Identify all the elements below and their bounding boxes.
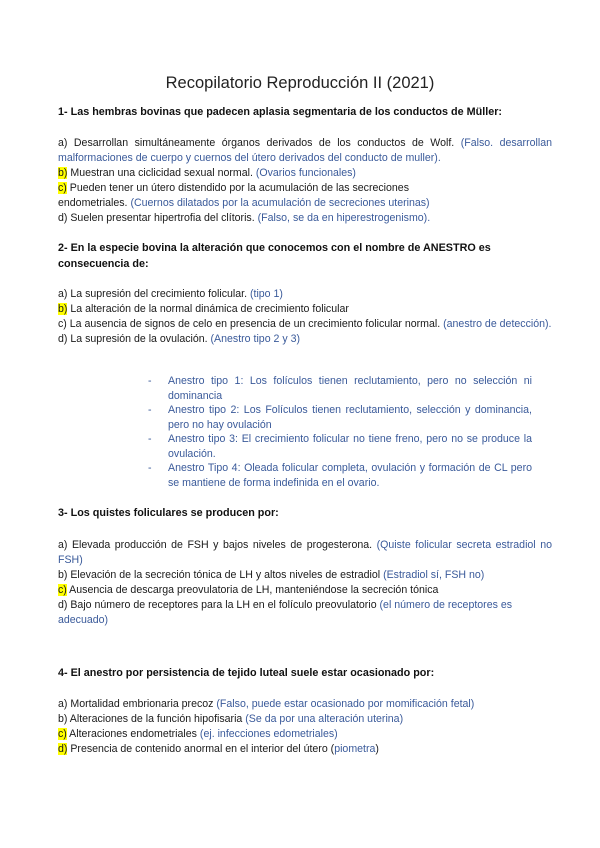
list-item: - Anestro tipo 1: Los folículos tienen reclutamiento, pero no selección ni dominancia <box>148 375 532 402</box>
option-d: d) Suelen presentar hipertrofia del clítoris. (Falso, se da en hiperestrogenismo). <box>58 212 431 224</box>
highlight-mark: c) <box>58 584 67 596</box>
option-a: a) La supresión del crecimiento folicular. (tipo 1) <box>58 288 283 300</box>
question-heading: 4- El anestro por persistencia de tejido luteal suele estar ocasionado por: <box>58 667 435 679</box>
option-c: c) Pueden tener un útero distendido por la acumulación de las secreciones endometriales. (Cuernos dilatados por la acumulación de secreciones uterinas) <box>58 182 430 209</box>
option-b: b) Elevación de la secreción tónica de LH y altos niveles de estradiol (Estradiol sí, FSH no) <box>58 569 485 581</box>
option-d: d) Bajo número de receptores para la LH en el folículo preovulatorio (el número de receptores es adecuado) <box>58 599 513 626</box>
option-a: a) Desarrollan simultáneamente órganos derivados de los conductos de Wolf. (Falso. desarrollan malformaciones de cuerpo y cuernos del útero derivados del conducto de muller). <box>58 137 552 164</box>
option-c: c) La ausencia de signos de celo en presencia de un crecimiento folicular normal. (anestro de detección). <box>58 318 552 330</box>
option-b: b) La alteración de la normal dinámica de crecimiento folicular <box>58 303 349 315</box>
question-3 <box>58 505 552 628</box>
document-title: Recopilatorio Reproducción II (2021) <box>165 74 435 92</box>
highlight-mark: b) <box>58 167 68 179</box>
anestro-types-list <box>144 374 532 490</box>
highlight-mark: c) <box>58 728 67 740</box>
option-a: a) Mortalidad embrionaria precoz (Falso, puede estar ocasionado por momificación fetal) <box>58 698 475 710</box>
question-heading: 1- Las hembras bovinas que padecen aplasia segmentaria de los conductos de Müller: <box>58 106 503 118</box>
question-2 <box>58 240 552 347</box>
question-heading: 3- Los quistes foliculares se producen por: <box>58 507 279 519</box>
list-item: - Anestro tipo 2: Los Folículos tienen reclutamiento, selección y dominancia, pero no hay ovulación <box>148 404 532 431</box>
list-item: - Anestro Tipo 4: Oleada folicular completa, ovulación y formación de CL pero se mantiene de forma indefinida en el ovario. <box>148 462 532 489</box>
option-b: b) Muestran una ciclicidad sexual normal. (Ovarios funcionales) <box>58 167 356 179</box>
highlight-mark: d) <box>58 743 68 755</box>
highlight-mark: c) <box>58 182 67 194</box>
option-b: b) Alteraciones de la función hipofisaria (Se da por una alteración uterina) <box>58 713 404 725</box>
question-1 <box>58 104 552 226</box>
option-d: d) Presencia de contenido anormal en el interior del útero (piometra) <box>58 743 379 755</box>
option-c: c) Ausencia de descarga preovulatoria de LH, manteniéndose la secreción tónica <box>58 584 439 596</box>
option-a: a) Elevada producción de FSH y bajos niveles de progesterona. (Quiste folicular secreta estradiol no FSH) <box>58 539 552 566</box>
highlight-mark: b) <box>58 303 68 315</box>
question-4 <box>58 665 552 757</box>
list-item: - Anestro tipo 3: El crecimiento folicular no tiene freno, pero no se produce la ovulación. <box>148 433 532 460</box>
option-c: c) Alteraciones endometriales (ej. infecciones edometriales) <box>58 728 338 740</box>
question-heading: 2- En la especie bovina la alteración que conocemos con el nombre de ANESTRO es consecuencia de: <box>58 242 491 270</box>
option-d: d) La supresión de la ovulación. (Anestro tipo 2 y 3) <box>58 333 301 345</box>
